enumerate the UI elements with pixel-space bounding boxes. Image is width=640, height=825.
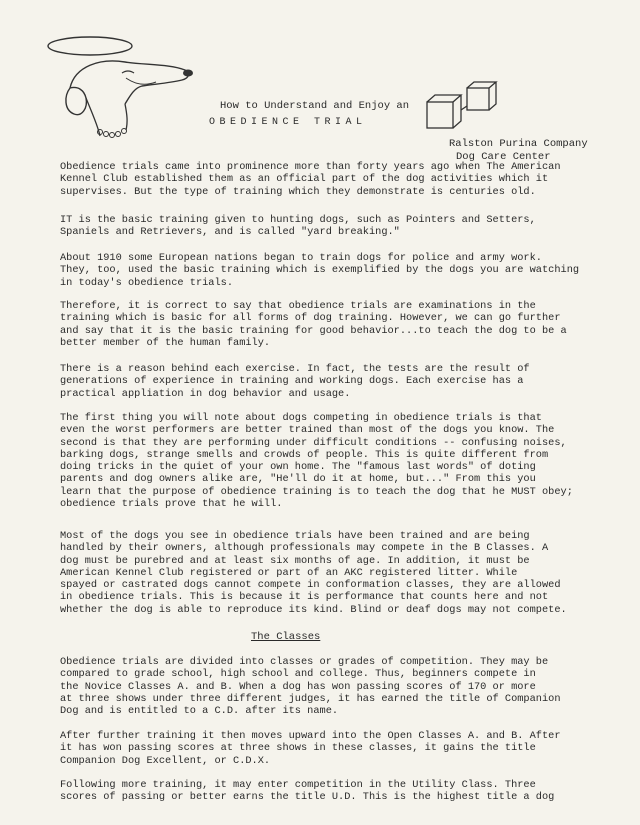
text-line: dog must be purebred and at least six months of age. In addition, it must be (60, 554, 530, 567)
paragraph-10 (60, 779, 620, 804)
text-line: Companion Dog Excellent, or C.D.X. (60, 754, 271, 767)
text-line: second is that they are performing under difficult conditions -- confusing noises, (60, 436, 567, 449)
text-line: in obedience trials. This is because it is performance that counts here and not (60, 591, 549, 604)
text-line: and say that it is the basic training for good behavior...to teach the dog to be a (60, 324, 567, 337)
text-line: supervises. But the type of training which they demonstrate is centuries old. (60, 185, 536, 198)
text-line: handled by their owners, although professionals may compete in the B Classes. A (60, 542, 549, 555)
text-line: Most of the dogs you see in obedience trials have been trained and are being (60, 530, 530, 542)
paragraph-6 (60, 412, 620, 510)
text-line: parents and dog owners alike are, "He'll do it at home, but..." From this you (60, 473, 536, 486)
company-name: Ralston Purina Company (449, 138, 588, 150)
text-line: scores of passing or better earns the title U.D. This is the highest title a dog (60, 791, 555, 804)
paragraph-5 (60, 363, 620, 400)
text-line: About 1910 some European nations began to train dogs for police and army work. (60, 252, 542, 264)
text-line: They, too, used the basic training which is exemplified by the dogs you are watching (60, 264, 580, 277)
text-line: Kennel Club established them as an official part of the dog activities which it (60, 173, 549, 186)
paragraph-9 (60, 730, 620, 767)
header-subtitle: How to Understand and Enjoy an (220, 100, 410, 112)
text-line: compared to grade school, high school and college. Thus, beginners compete in (60, 668, 536, 681)
paragraph-4 (60, 300, 620, 349)
text-line: After further training it then moves upward into the Open Classes A. and B. After (60, 730, 561, 742)
text-line: generations of experience in training and working dogs. Each exercise has a (60, 375, 524, 388)
section-heading-classes: The Classes (251, 631, 321, 643)
paragraph-3 (60, 252, 620, 289)
paragraph-2 (60, 214, 620, 239)
text-line: obedience trials prove that he will. (60, 498, 283, 511)
text-line: in today's obedience trials. (60, 276, 234, 289)
text-line: Spaniels and Retrievers, and is called "yard breaking." (60, 226, 400, 239)
text-line: whether the dog is able to reproduce its kind. Blind or deaf dogs may not compete. (60, 603, 567, 616)
text-line: doing tricks in the quiet of your own home. The "famous last words" of doting (60, 461, 536, 474)
text-line: learn that the purpose of obedience training is to teach the dog that he MUST obey; (60, 485, 573, 498)
dog-with-halo-icon (30, 18, 200, 143)
text-line: The first thing you will note about dogs competing in obedience trials is that (60, 412, 542, 424)
paragraph-7 (60, 530, 620, 616)
text-line: training which is basic for all forms of dog training. However, we can go further (60, 312, 561, 325)
page-title: OBEDIENCE TRIAL (209, 117, 367, 128)
company-department: Dog Care Center (456, 151, 551, 163)
paragraph-8 (60, 656, 620, 717)
text-line: There is a reason behind each exercise. In fact, the tests are the result of (60, 363, 530, 375)
text-line: practical appliation in dog behavior and usage. (60, 387, 351, 400)
text-line: the Novice Classes A. and B. When a dog has won passing scores of 170 or more (60, 680, 536, 693)
text-line: American Kennel Club registered or part of an AKC registered litter. While (60, 566, 518, 579)
text-line: barking dogs, strange smells and crowds of people. This is quite different from (60, 448, 549, 461)
text-line: Following more training, it may enter competition in the Utility Class. Three (60, 779, 536, 791)
building-blocks-icon (425, 80, 500, 135)
text-line: even the worst performers are better trained than most of the dogs you know. The (60, 424, 555, 437)
text-line: IT is the basic training given to hunting dogs, such as Pointers and Setters, (60, 214, 536, 226)
text-line: Obedience trials are divided into classes or grades of competition. They may be (60, 656, 549, 668)
text-line: spayed or castrated dogs cannot compete in conformation classes, they are allowed (60, 579, 561, 592)
text-line: Obedience trials came into prominence more than forty years ago when The American (60, 161, 561, 173)
text-line: Dog and is entitled to a C.D. after its name. (60, 705, 339, 718)
text-line: at three shows under three different judges, it has earned the title of Companion (60, 692, 561, 705)
text-line: it has won passing scores at three shows in these classes, it gains the title (60, 742, 536, 755)
text-line: better member of the human family. (60, 336, 271, 349)
paragraph-1 (60, 161, 620, 198)
text-line: Therefore, it is correct to say that obedience trials are examinations in the (60, 300, 536, 312)
